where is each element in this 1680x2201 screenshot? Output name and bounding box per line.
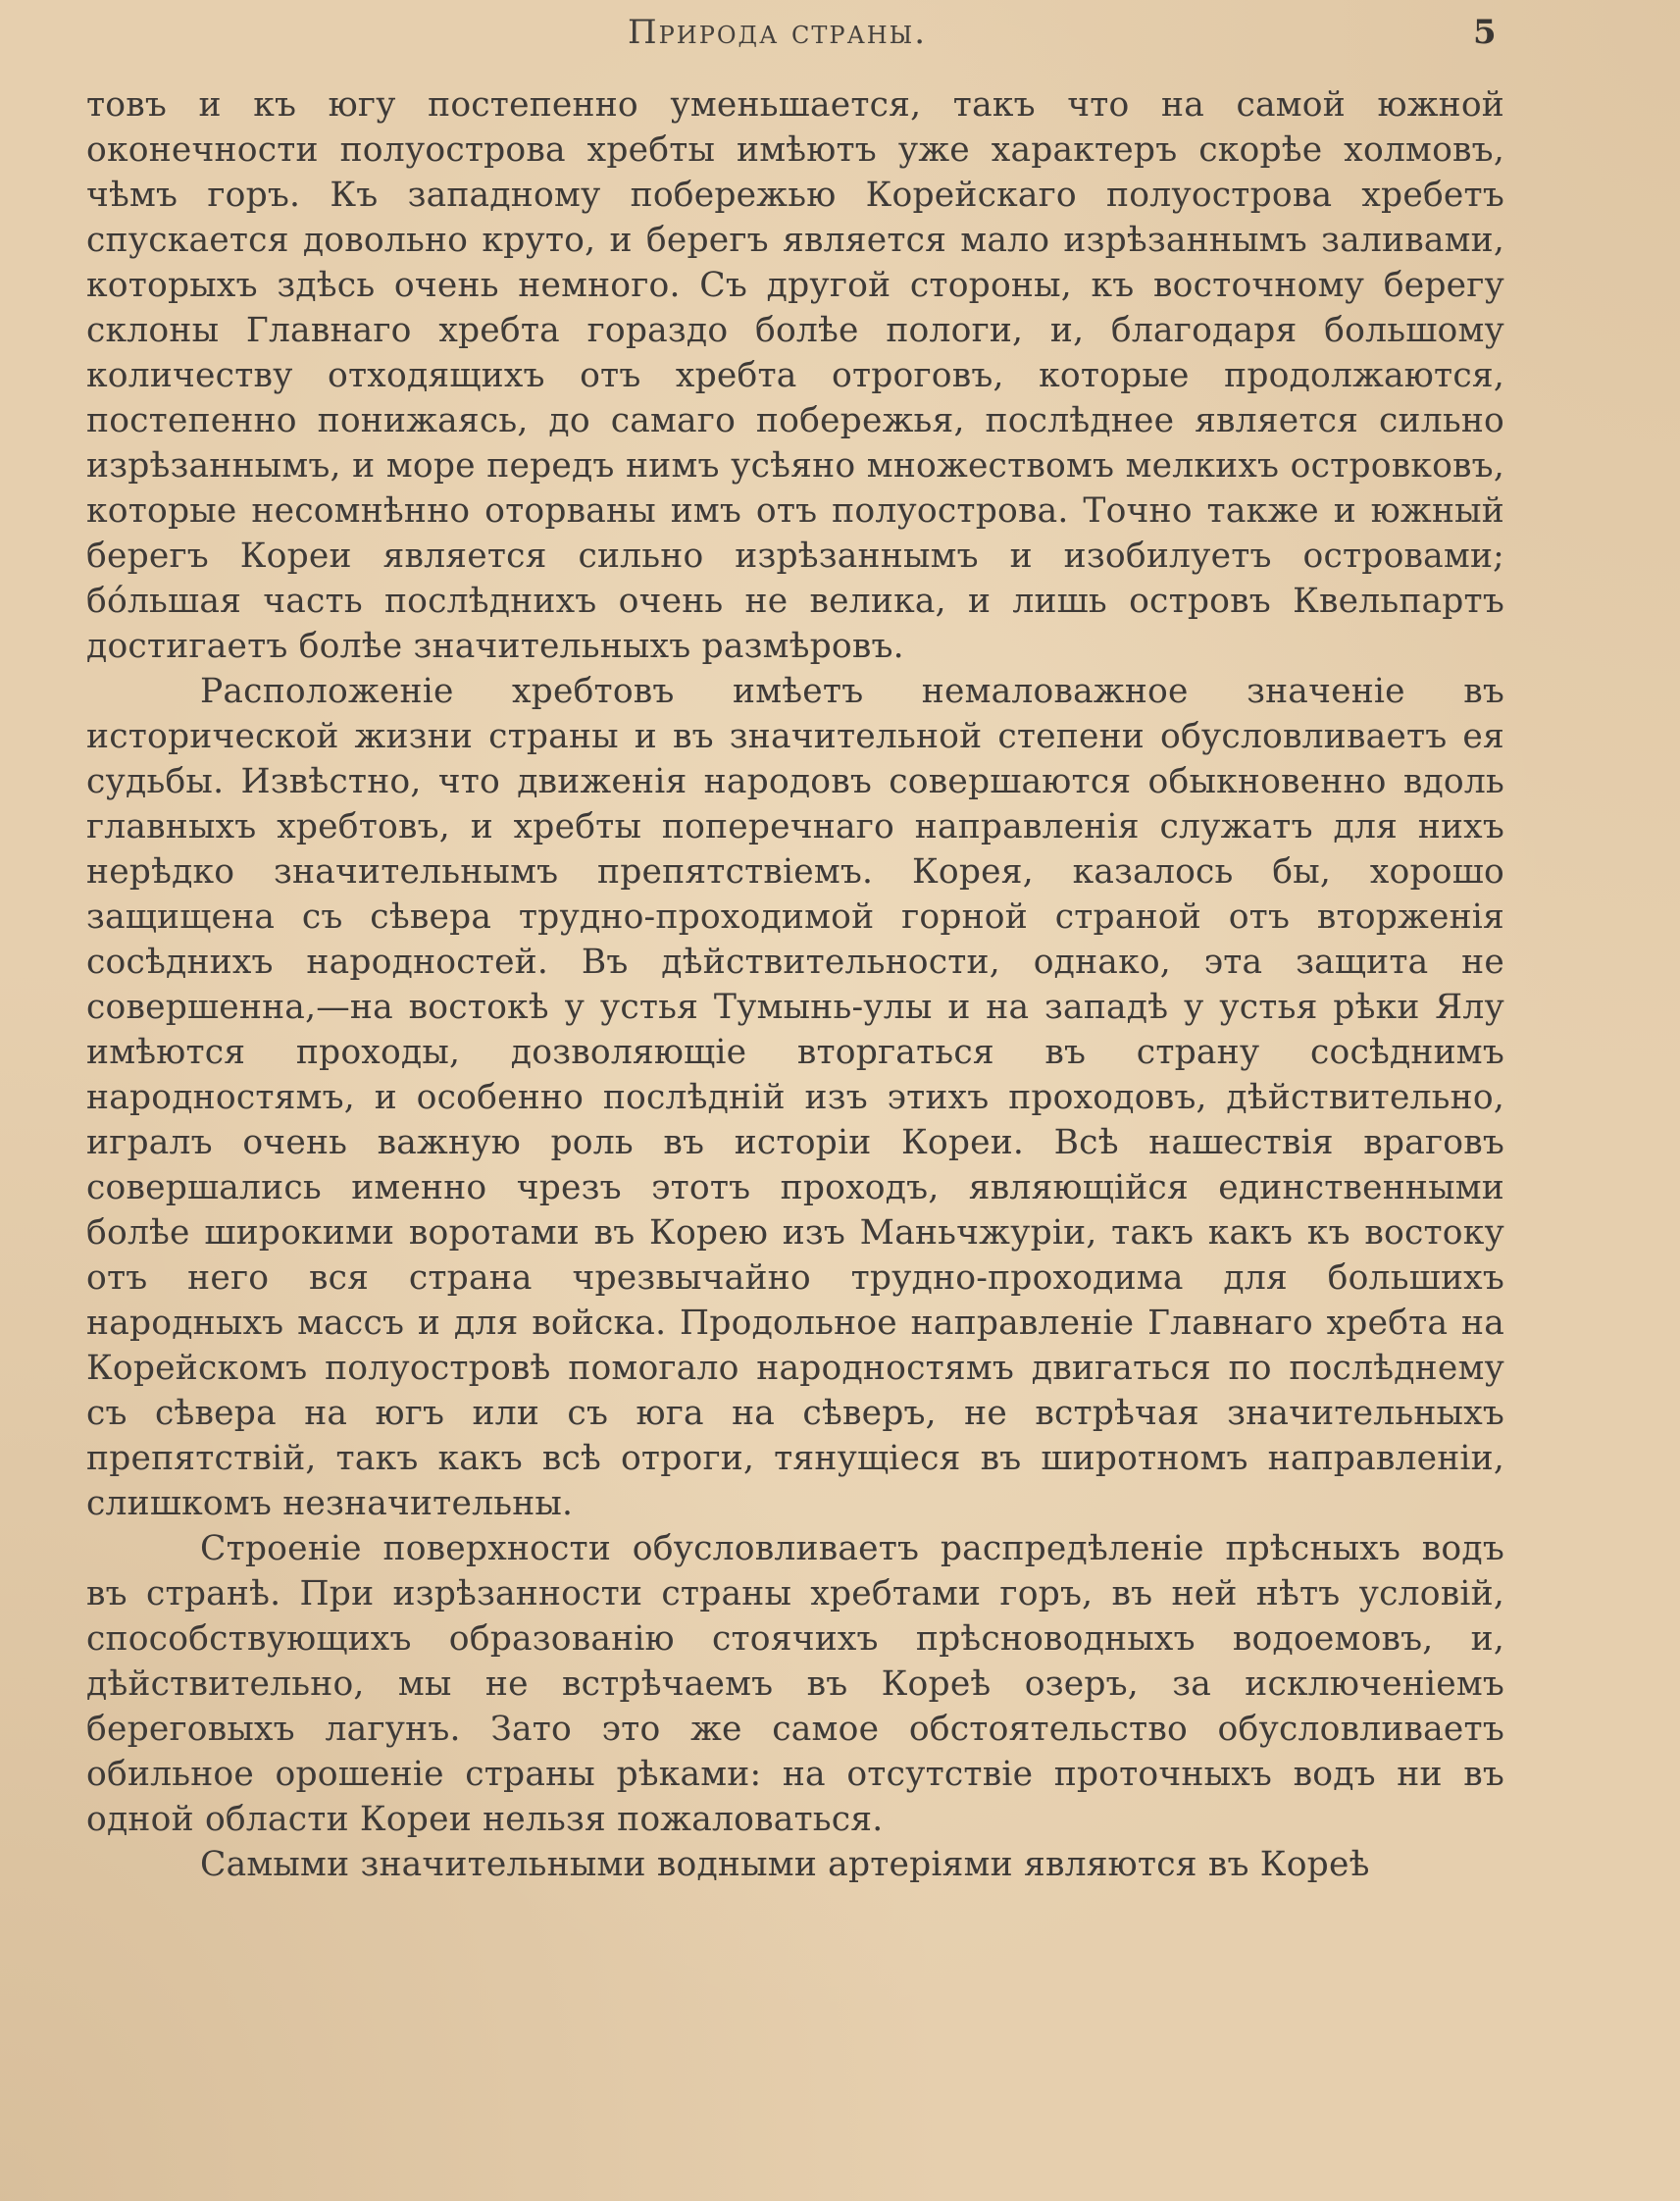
paragraph: Самыми значительными водными артерiями являются въ Кореѣ [200,1845,1370,1884]
page-number: 5 [1473,13,1497,52]
running-title: Природа страны. [628,13,928,52]
body-text [86,82,1504,1887]
paragraph: Строенiе поверхности обусловливаетъ распредѣленiе прѣсныхъ водъ въ странѣ. При изрѣзанности страны хребтами горъ, въ ней нѣтъ условiй, способствующихъ образованiю стоячихъ прѣсноводныхъ водоемовъ, и, дѣйствительно, мы не встрѣчаемъ въ Кореѣ озеръ, за исключенiемъ береговыхъ лагунъ. Зато это же самое обстоятельство обусловливаетъ обильное орошенiе страны рѣками: на отсутствiе проточныхъ водъ ни въ одной области Кореи нельзя пожаловаться. [86,1529,1504,1839]
paragraph-continued: товъ и къ югу постепенно уменьшается, такъ что на самой южной оконечности полуострова хребты имѣютъ уже характеръ скорѣе холмовъ, чѣмъ горъ. Къ западному побережью Корейскаго полуострова хребетъ спускается довольно круто, и берегъ является мало изрѣзаннымъ заливами, которыхъ здѣсь очень немного. Съ другой стороны, къ восточному берегу склоны Главнаго хребта гораздо болѣе пологи, и, благодаря большому количеству отходящихъ отъ хребта отроговъ, которые продолжаются, постепенно понижаясь, до самаго побережья, послѣднее является сильно изрѣзаннымъ, и море передъ нимъ усѣяно множествомъ мелкихъ островковъ, которые несомнѣнно оторваны имъ отъ полуострова. Точно также и южный берегъ Кореи является сильно изрѣзаннымъ и изобилуетъ островами; бóльшая часть послѣднихъ очень не велика, и лишь островъ Квельпартъ достигаетъ болѣе значительныхъ размѣровъ. [86,85,1504,666]
paragraph: Расположенiе хребтовъ имѣетъ немаловажное значенiе въ исторической жизни страны и въ значительной степени обусловливаетъ ея судьбы. Извѣстно, что движенiя народовъ совершаются обыкновенно вдоль главныхъ хребтовъ, и хребты поперечнаго направленiя служатъ для нихъ нерѣдко значительнымъ препятствiемъ. Корея, казалось бы, хорошо защищена съ сѣвера трудно-проходимой горной страной отъ вторженiя сосѣднихъ народностей. Въ дѣйствительности, однако, эта защита не совершенна,—на востокѣ у устья Тумынь-улы и на западѣ у устья рѣки Ялу имѣются проходы, дозволяющiе вторгаться въ страну сосѣднимъ народностямъ, и особенно послѣднiй изъ этихъ проходовъ, дѣйствительно, игралъ очень важную роль въ исторiи Кореи. Всѣ нашествiя враговъ совершались именно чрезъ этотъ проходъ, являющiйся единственными болѣе широкими воротами въ Корею изъ Маньчжурiи, такъ какъ къ востоку отъ него вся страна чрезвычайно трудно-проходима для большихъ народныхъ массъ и для войска. Продольное направленiе Главнаго хребта на Корейскомъ полуостровѣ помогало народностямъ двигаться по послѣднему съ сѣвера на югъ или съ юга на сѣверъ, не встрѣчая значительныхъ препятствiй, такъ какъ всѣ отроги, тянущiеся въ широтномъ направленiи, слишкомъ незначительны. [86,672,1504,1523]
running-head [0,8,1680,57]
